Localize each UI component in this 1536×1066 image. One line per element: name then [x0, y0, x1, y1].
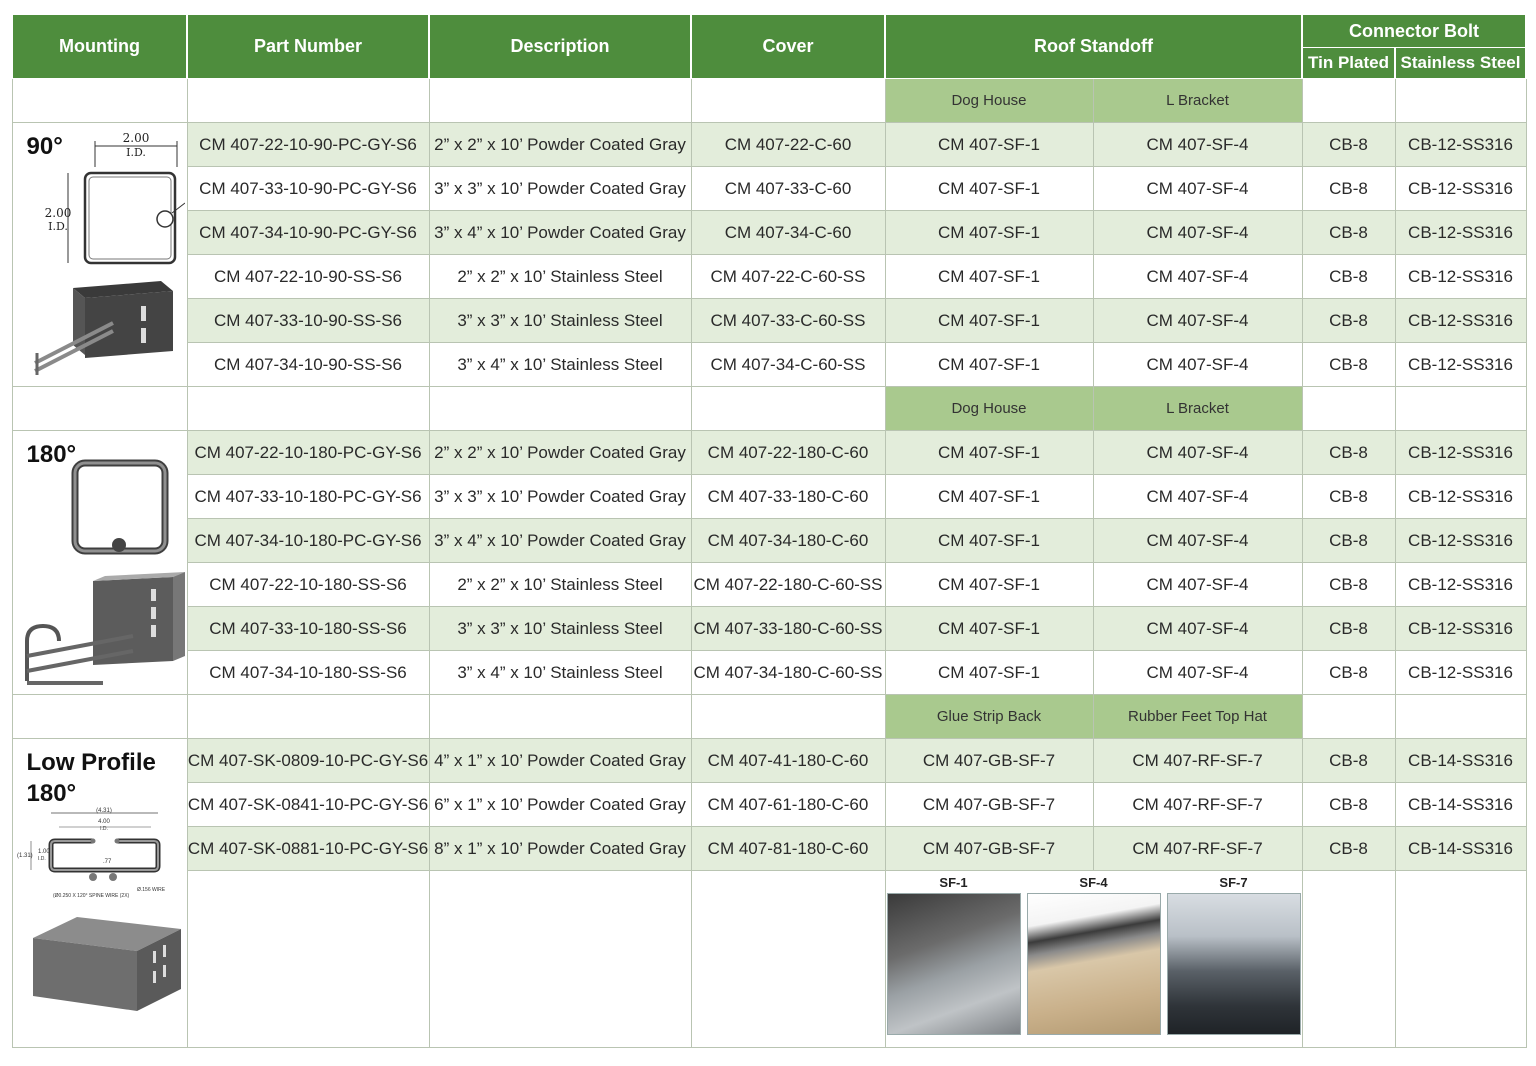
width-id-label: I.D. [125, 146, 146, 159]
stainless-steel-cell: CB-12-SS316 [1395, 563, 1526, 607]
stainless-steel-cell: CB-12-SS316 [1395, 167, 1526, 211]
standoff-b-cell: CM 407-SF-4 [1093, 299, 1302, 343]
stainless-steel-cell: CB-12-SS316 [1395, 431, 1526, 475]
empty-cell [12, 695, 187, 739]
standoff-photo-label: SF-4 [1079, 875, 1108, 890]
tin-plated-cell: CB-8 [1302, 123, 1395, 167]
standoff-photo-label: SF-7 [1219, 875, 1248, 890]
table-row [12, 827, 1526, 871]
standoff-a-cell: CM 407-GB-SF-7 [885, 783, 1093, 827]
part-number-cell: CM 407-22-10-180-PC-GY-S6 [187, 431, 429, 475]
standoff-type-b-label: L Bracket [1093, 79, 1302, 123]
photo-row [12, 871, 1526, 1048]
tin-plated-cell: CB-8 [1302, 739, 1395, 783]
mounting-label: Low Profile 180° [26, 749, 156, 807]
empty-cell [12, 387, 187, 431]
table-row [12, 563, 1526, 607]
wire-note: Ø.156 WIRE [136, 887, 165, 893]
product-table [11, 14, 1527, 1048]
standoff-b-cell: CM 407-SF-4 [1093, 431, 1302, 475]
table-row [12, 607, 1526, 651]
description-cell: 3” x 3” x 10’ Powder Coated Gray [429, 475, 691, 519]
tin-plated-cell: CB-8 [1302, 607, 1395, 651]
part-number-cell: CM 407-34-10-180-SS-S6 [187, 651, 429, 695]
empty-cell [691, 871, 885, 1048]
tin-plated-cell: CB-8 [1302, 431, 1395, 475]
header-mounting: Mounting [12, 15, 187, 79]
table-row [12, 167, 1526, 211]
table-row [12, 475, 1526, 519]
table-row [12, 123, 1526, 167]
standoff-b-cell: CM 407-RF-SF-7 [1093, 783, 1302, 827]
tin-plated-cell: CB-8 [1302, 519, 1395, 563]
table-row [12, 783, 1526, 827]
table-row [12, 343, 1526, 387]
empty-cell [187, 695, 429, 739]
width-dimension: 2.00 [122, 131, 149, 145]
standoff-b-cell: CM 407-SF-4 [1093, 211, 1302, 255]
empty-cell [1395, 79, 1526, 123]
inner-width-id-label: I.D. [99, 826, 108, 832]
empty-cell [1302, 695, 1395, 739]
empty-cell [187, 871, 429, 1048]
standoff-a-cell: CM 407-SF-1 [885, 651, 1093, 695]
height-id-label: I.D. [47, 220, 68, 233]
cover-cell: CM 407-34-180-C-60-SS [691, 651, 885, 695]
description-cell: 3” x 4” x 10’ Powder Coated Gray [429, 519, 691, 563]
description-cell: 2” x 2” x 10’ Stainless Steel [429, 255, 691, 299]
empty-cell [1395, 871, 1526, 1048]
standoff-type-a-label: Dog House [885, 387, 1093, 431]
standoff-photo-image [887, 893, 1021, 1035]
standoff-photo [1167, 873, 1301, 1035]
standoff-a-cell: CM 407-SF-1 [885, 343, 1093, 387]
cover-cell: CM 407-33-C-60 [691, 167, 885, 211]
part-number-cell: CM 407-22-10-90-SS-S6 [187, 255, 429, 299]
standoff-photo [1027, 873, 1161, 1035]
empty-cell [429, 871, 691, 1048]
standoff-a-cell: CM 407-SF-1 [885, 475, 1093, 519]
header-part-number: Part Number [187, 15, 429, 79]
standoff-b-cell: CM 407-SF-4 [1093, 255, 1302, 299]
empty-cell [1302, 387, 1395, 431]
part-number-cell: CM 407-SK-0809-10-PC-GY-S6 [187, 739, 429, 783]
standoff-type-a-label: Glue Strip Back [885, 695, 1093, 739]
cover-cell: CM 407-33-180-C-60 [691, 475, 885, 519]
standoff-b-cell: CM 407-SF-4 [1093, 167, 1302, 211]
part-number-cell: CM 407-34-10-180-PC-GY-S6 [187, 519, 429, 563]
cover-cell: CM 407-41-180-C-60 [691, 739, 885, 783]
tin-plated-cell: CB-8 [1302, 475, 1395, 519]
tin-plated-cell: CB-8 [1302, 211, 1395, 255]
standoff-a-cell: CM 407-SF-1 [885, 563, 1093, 607]
description-cell: 2” x 2” x 10’ Powder Coated Gray [429, 431, 691, 475]
standoff-photos [886, 871, 1302, 1035]
stainless-steel-cell: CB-12-SS316 [1395, 255, 1526, 299]
standoff-a-cell: CM 407-GB-SF-7 [885, 739, 1093, 783]
header-description: Description [429, 15, 691, 79]
drawing-90-degree [13, 123, 185, 378]
header-stainless-steel: Stainless Steel [1395, 48, 1526, 79]
cover-cell: CM 407-81-180-C-60 [691, 827, 885, 871]
subheader-row [12, 79, 1526, 123]
table-row [12, 299, 1526, 343]
standoff-photo-image [1167, 893, 1301, 1035]
standoff-b-cell: CM 407-SF-4 [1093, 475, 1302, 519]
part-number-cell: CM 407-SK-0881-10-PC-GY-S6 [187, 827, 429, 871]
standoff-b-cell: CM 407-RF-SF-7 [1093, 827, 1302, 871]
height-dimension: 2.00 [44, 206, 71, 220]
table-row [12, 651, 1526, 695]
cover-cell: CM 407-22-C-60 [691, 123, 885, 167]
standoff-b-cell: CM 407-SF-4 [1093, 123, 1302, 167]
empty-cell [691, 79, 885, 123]
tin-plated-cell: CB-8 [1302, 783, 1395, 827]
empty-cell [429, 79, 691, 123]
inner-width-dimension: 4.00 [97, 819, 110, 825]
standoff-a-cell: CM 407-SF-1 [885, 123, 1093, 167]
description-cell: 3” x 3” x 10’ Stainless Steel [429, 607, 691, 651]
standoff-photo [887, 873, 1021, 1035]
description-cell: 3” x 4” x 10’ Powder Coated Gray [429, 211, 691, 255]
standoff-a-cell: CM 407-SF-1 [885, 167, 1093, 211]
part-number-cell: CM 407-22-10-180-SS-S6 [187, 563, 429, 607]
stainless-steel-cell: CB-12-SS316 [1395, 651, 1526, 695]
mounting-cell [12, 739, 187, 1048]
description-cell: 8” x 1” x 10’ Powder Coated Gray [429, 827, 691, 871]
empty-cell [187, 79, 429, 123]
part-number-cell: CM 407-33-10-90-PC-GY-S6 [187, 167, 429, 211]
drawing-180-degree [13, 431, 185, 686]
part-number-cell: CM 407-SK-0841-10-PC-GY-S6 [187, 783, 429, 827]
empty-cell [691, 387, 885, 431]
part-number-cell: CM 407-33-10-180-PC-GY-S6 [187, 475, 429, 519]
header-connector-bolt: Connector Bolt [1302, 15, 1526, 48]
cover-cell: CM 407-22-180-C-60 [691, 431, 885, 475]
standoff-b-cell: CM 407-SF-4 [1093, 651, 1302, 695]
tin-plated-cell: CB-8 [1302, 651, 1395, 695]
standoff-b-cell: CM 407-SF-4 [1093, 343, 1302, 387]
cover-cell: CM 407-22-C-60-SS [691, 255, 885, 299]
table-body [12, 79, 1526, 1048]
inner-height-id-label: I.D. [37, 856, 46, 862]
description-cell: 4” x 1” x 10’ Powder Coated Gray [429, 739, 691, 783]
stainless-steel-cell: CB-12-SS316 [1395, 299, 1526, 343]
cover-cell: CM 407-34-C-60 [691, 211, 885, 255]
empty-cell [691, 695, 885, 739]
header-cover: Cover [691, 15, 885, 79]
tin-plated-cell: CB-8 [1302, 827, 1395, 871]
stainless-steel-cell: CB-14-SS316 [1395, 827, 1526, 871]
cover-cell: CM 407-22-180-C-60-SS [691, 563, 885, 607]
description-cell: 2” x 2” x 10’ Powder Coated Gray [429, 123, 691, 167]
spine-wire-note: (Ø0.250 X 120° SPINE WIRE (2X) [52, 893, 129, 899]
drawing-low-profile [13, 803, 185, 1047]
table-row [12, 255, 1526, 299]
tin-plated-cell: CB-8 [1302, 563, 1395, 607]
mounting-cell [12, 431, 187, 695]
standoff-photo-image [1027, 893, 1161, 1035]
stainless-steel-cell: CB-12-SS316 [1395, 343, 1526, 387]
header-roof-standoff: Roof Standoff [885, 15, 1302, 79]
mounting-cell [12, 123, 187, 387]
standoff-type-a-label: Dog House [885, 79, 1093, 123]
part-number-cell: CM 407-34-10-90-SS-S6 [187, 343, 429, 387]
part-number-cell: CM 407-22-10-90-PC-GY-S6 [187, 123, 429, 167]
empty-cell [12, 79, 187, 123]
mounting-drawing [13, 431, 185, 691]
cover-cell: CM 407-33-180-C-60-SS [691, 607, 885, 651]
mounting-label: 90° [26, 133, 63, 160]
stainless-steel-cell: CB-12-SS316 [1395, 519, 1526, 563]
description-cell: 3” x 4” x 10’ Stainless Steel [429, 651, 691, 695]
standoff-a-cell: CM 407-SF-1 [885, 607, 1093, 651]
table-row [12, 211, 1526, 255]
standoff-type-b-label: L Bracket [1093, 387, 1302, 431]
standoff-photos-cell [885, 871, 1302, 1048]
cover-cell: CM 407-33-C-60-SS [691, 299, 885, 343]
standoff-a-cell: CM 407-SF-1 [885, 299, 1093, 343]
stainless-steel-cell: CB-14-SS316 [1395, 783, 1526, 827]
tin-plated-cell: CB-8 [1302, 167, 1395, 211]
standoff-type-b-label: Rubber Feet Top Hat [1093, 695, 1302, 739]
mounting-drawing [13, 803, 185, 1048]
subheader-row [12, 695, 1526, 739]
description-cell: 3” x 3” x 10’ Stainless Steel [429, 299, 691, 343]
standoff-b-cell: CM 407-SF-4 [1093, 607, 1302, 651]
description-cell: 3” x 3” x 10’ Powder Coated Gray [429, 167, 691, 211]
table-row [12, 739, 1526, 783]
gap-dimension: .77 [102, 859, 111, 865]
empty-cell [187, 387, 429, 431]
stainless-steel-cell: CB-12-SS316 [1395, 123, 1526, 167]
part-number-cell: CM 407-33-10-90-SS-S6 [187, 299, 429, 343]
header-tin-plated: Tin Plated [1302, 48, 1395, 79]
standoff-a-cell: CM 407-SF-1 [885, 431, 1093, 475]
mounting-drawing [13, 123, 185, 383]
stainless-steel-cell: CB-12-SS316 [1395, 607, 1526, 651]
overall-height-dimension: (1.31) [16, 853, 33, 859]
tin-plated-cell: CB-8 [1302, 343, 1395, 387]
mounting-label: 180° [26, 441, 77, 468]
stainless-steel-cell: CB-12-SS316 [1395, 211, 1526, 255]
tin-plated-cell: CB-8 [1302, 255, 1395, 299]
standoff-a-cell: CM 407-GB-SF-7 [885, 827, 1093, 871]
inner-height-dimension: 1.00 [37, 849, 50, 855]
cover-cell: CM 407-34-180-C-60 [691, 519, 885, 563]
description-cell: 6” x 1” x 10’ Powder Coated Gray [429, 783, 691, 827]
cover-cell: CM 407-34-C-60-SS [691, 343, 885, 387]
stainless-steel-cell: CB-12-SS316 [1395, 475, 1526, 519]
empty-cell [429, 387, 691, 431]
subheader-row [12, 387, 1526, 431]
standoff-b-cell: CM 407-SF-4 [1093, 519, 1302, 563]
standoff-a-cell: CM 407-SF-1 [885, 211, 1093, 255]
description-cell: 3” x 4” x 10’ Stainless Steel [429, 343, 691, 387]
standoff-b-cell: CM 407-RF-SF-7 [1093, 739, 1302, 783]
tin-plated-cell: CB-8 [1302, 299, 1395, 343]
empty-cell [1302, 871, 1395, 1048]
table-row [12, 519, 1526, 563]
empty-cell [1302, 79, 1395, 123]
standoff-photo-label: SF-1 [939, 875, 968, 890]
stainless-steel-cell: CB-14-SS316 [1395, 739, 1526, 783]
cover-cell: CM 407-61-180-C-60 [691, 783, 885, 827]
standoff-a-cell: CM 407-SF-1 [885, 255, 1093, 299]
empty-cell [1395, 695, 1526, 739]
empty-cell [1395, 387, 1526, 431]
standoff-a-cell: CM 407-SF-1 [885, 519, 1093, 563]
description-cell: 2” x 2” x 10’ Stainless Steel [429, 563, 691, 607]
part-number-cell: CM 407-34-10-90-PC-GY-S6 [187, 211, 429, 255]
part-number-cell: CM 407-33-10-180-SS-S6 [187, 607, 429, 651]
table-row [12, 431, 1526, 475]
standoff-b-cell: CM 407-SF-4 [1093, 563, 1302, 607]
empty-cell [429, 695, 691, 739]
overall-width-dimension: (4.31) [95, 808, 112, 814]
